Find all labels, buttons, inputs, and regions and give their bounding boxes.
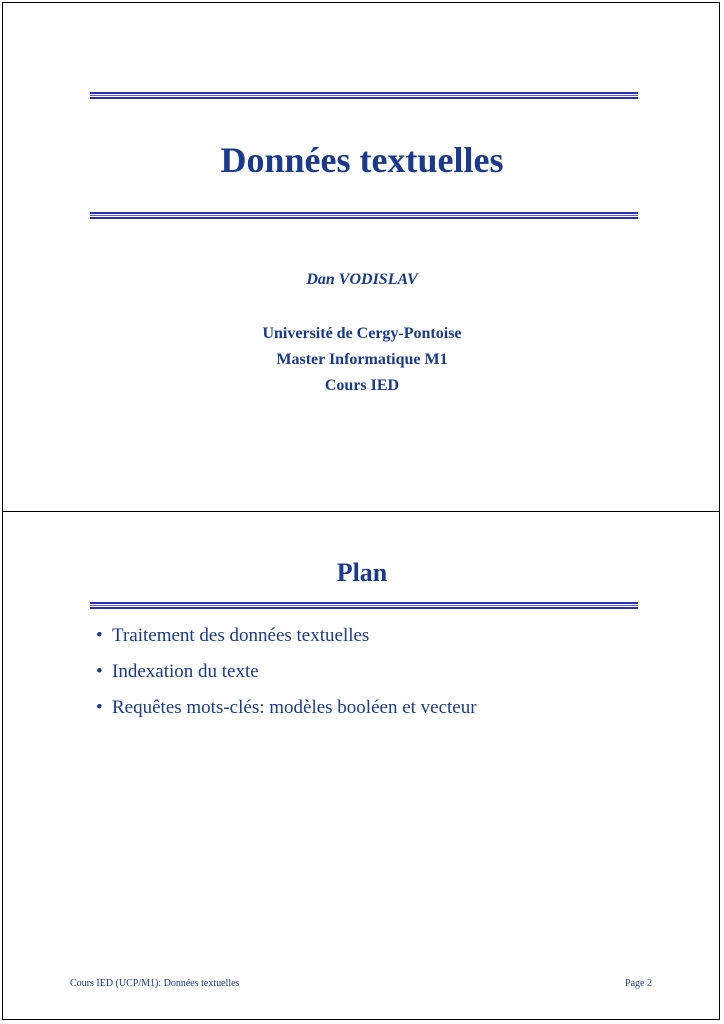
plan-bullet-text: Traitement des données textuelles (112, 625, 370, 646)
plan-rule (90, 602, 638, 609)
slide2-title: Plan (336, 558, 388, 587)
bullet-icon: • (96, 625, 103, 646)
affiliation-university: Université de Cergy-Pontoise (262, 325, 462, 342)
plan-bullet-item (96, 660, 477, 696)
plan-bullet-text: Indexation du texte (112, 661, 259, 682)
title-bottom-rule (90, 212, 638, 219)
title-top-rule (90, 92, 638, 99)
plan-bullet-text: Requêtes mots-clés: modèles booléen et vecteur (112, 697, 477, 718)
plan-bullet-item (96, 696, 477, 732)
bullet-icon: • (96, 661, 103, 682)
footer-page-number: Page 2 (625, 978, 652, 989)
affiliation-program: Master Informatique M1 (276, 351, 448, 368)
affiliation-course: Cours IED (324, 377, 400, 394)
bullet-icon: • (96, 697, 103, 718)
author-name: Dan VODISLAV (306, 271, 418, 288)
slide-divider (2, 511, 720, 512)
plan-bullet-item (96, 624, 477, 660)
slide1-title: Données textuelles (220, 140, 504, 180)
plan-bullet-list (96, 624, 477, 732)
footer-course-label: Cours IED (UCP/M1): Données textuelles (70, 978, 240, 989)
